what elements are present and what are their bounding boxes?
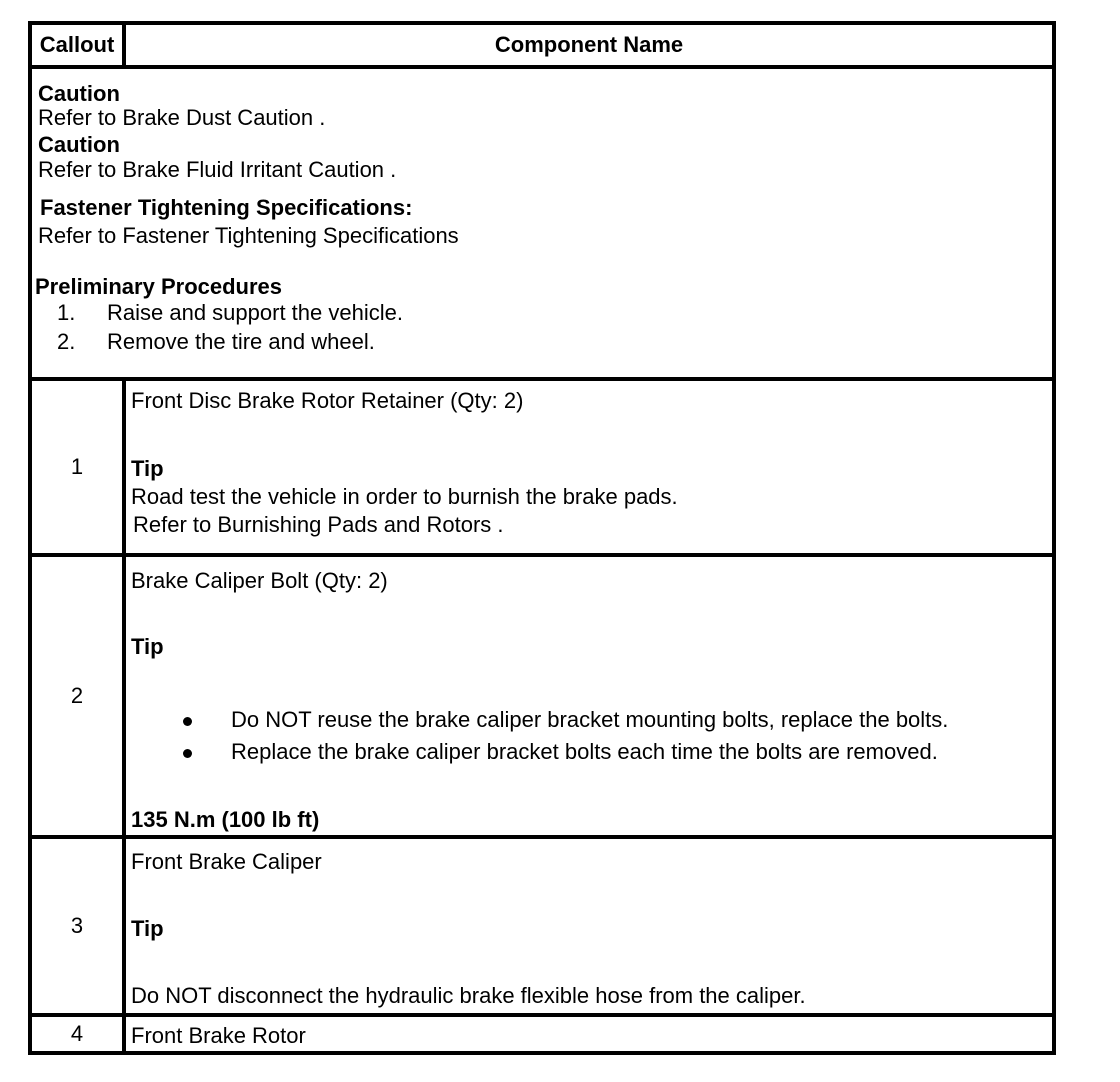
component-cell xyxy=(126,1017,1052,1051)
table-row xyxy=(32,377,1052,553)
step-number: 2. xyxy=(57,329,76,354)
preliminary-title: Preliminary Procedures xyxy=(35,274,283,299)
tip-text: Road test the vehicle in order to burnish the brake pads. xyxy=(131,484,678,509)
bullet-text: Replace the brake caliper bracket bolts each time the bolts are removed. xyxy=(231,739,938,764)
intro-block xyxy=(32,65,1052,377)
bullet-icon xyxy=(183,717,192,726)
caution-text: Refer to Brake Fluid Irritant Caution . xyxy=(38,157,397,182)
component-name: Front Brake Caliper xyxy=(131,849,322,874)
component-name: Brake Caliper Bolt (Qty: 2) xyxy=(131,568,388,593)
table-row xyxy=(32,1013,1052,1051)
callout-number: 4 xyxy=(32,1017,126,1051)
bullet-text: Do NOT reuse the brake caliper bracket mounting bolts, replace the bolts. xyxy=(231,707,949,732)
component-cell xyxy=(126,381,1052,553)
tip-label: Tip xyxy=(131,456,164,481)
table-header-row xyxy=(32,25,1052,65)
component-name: Front Disc Brake Rotor Retainer (Qty: 2) xyxy=(131,388,524,413)
component-cell xyxy=(126,839,1052,1013)
table-row xyxy=(32,553,1052,835)
caution-title: Caution xyxy=(38,81,120,106)
component-table xyxy=(28,21,1056,1055)
header-callout: Callout xyxy=(32,25,126,65)
bullet-icon xyxy=(183,749,192,758)
fastener-title: Fastener Tightening Specifications: xyxy=(40,195,413,220)
caution-title: Caution xyxy=(38,132,120,157)
header-component-name: Component Name xyxy=(494,31,684,57)
step-text: Raise and support the vehicle. xyxy=(107,300,403,325)
tip-text: Refer to Burnishing Pads and Rotors . xyxy=(133,512,504,537)
tip-label: Tip xyxy=(131,916,164,941)
component-cell xyxy=(126,557,1052,835)
step-number: 1. xyxy=(57,300,76,325)
caution-text: Refer to Brake Dust Caution . xyxy=(38,105,326,130)
step-text: Remove the tire and wheel. xyxy=(107,329,375,354)
torque-spec: 135 N.m (100 lb ft) xyxy=(131,807,320,832)
callout-number: 1 xyxy=(32,381,126,553)
fastener-text: Refer to Fastener Tightening Specifications xyxy=(38,223,459,248)
tip-label: Tip xyxy=(131,634,164,659)
callout-number: 3 xyxy=(32,839,126,1013)
tip-text: Do NOT disconnect the hydraulic brake flexible hose from the caliper. xyxy=(131,983,806,1008)
callout-number: 2 xyxy=(32,557,126,835)
component-name: Front Brake Rotor xyxy=(131,1023,306,1048)
table-row xyxy=(32,835,1052,1013)
